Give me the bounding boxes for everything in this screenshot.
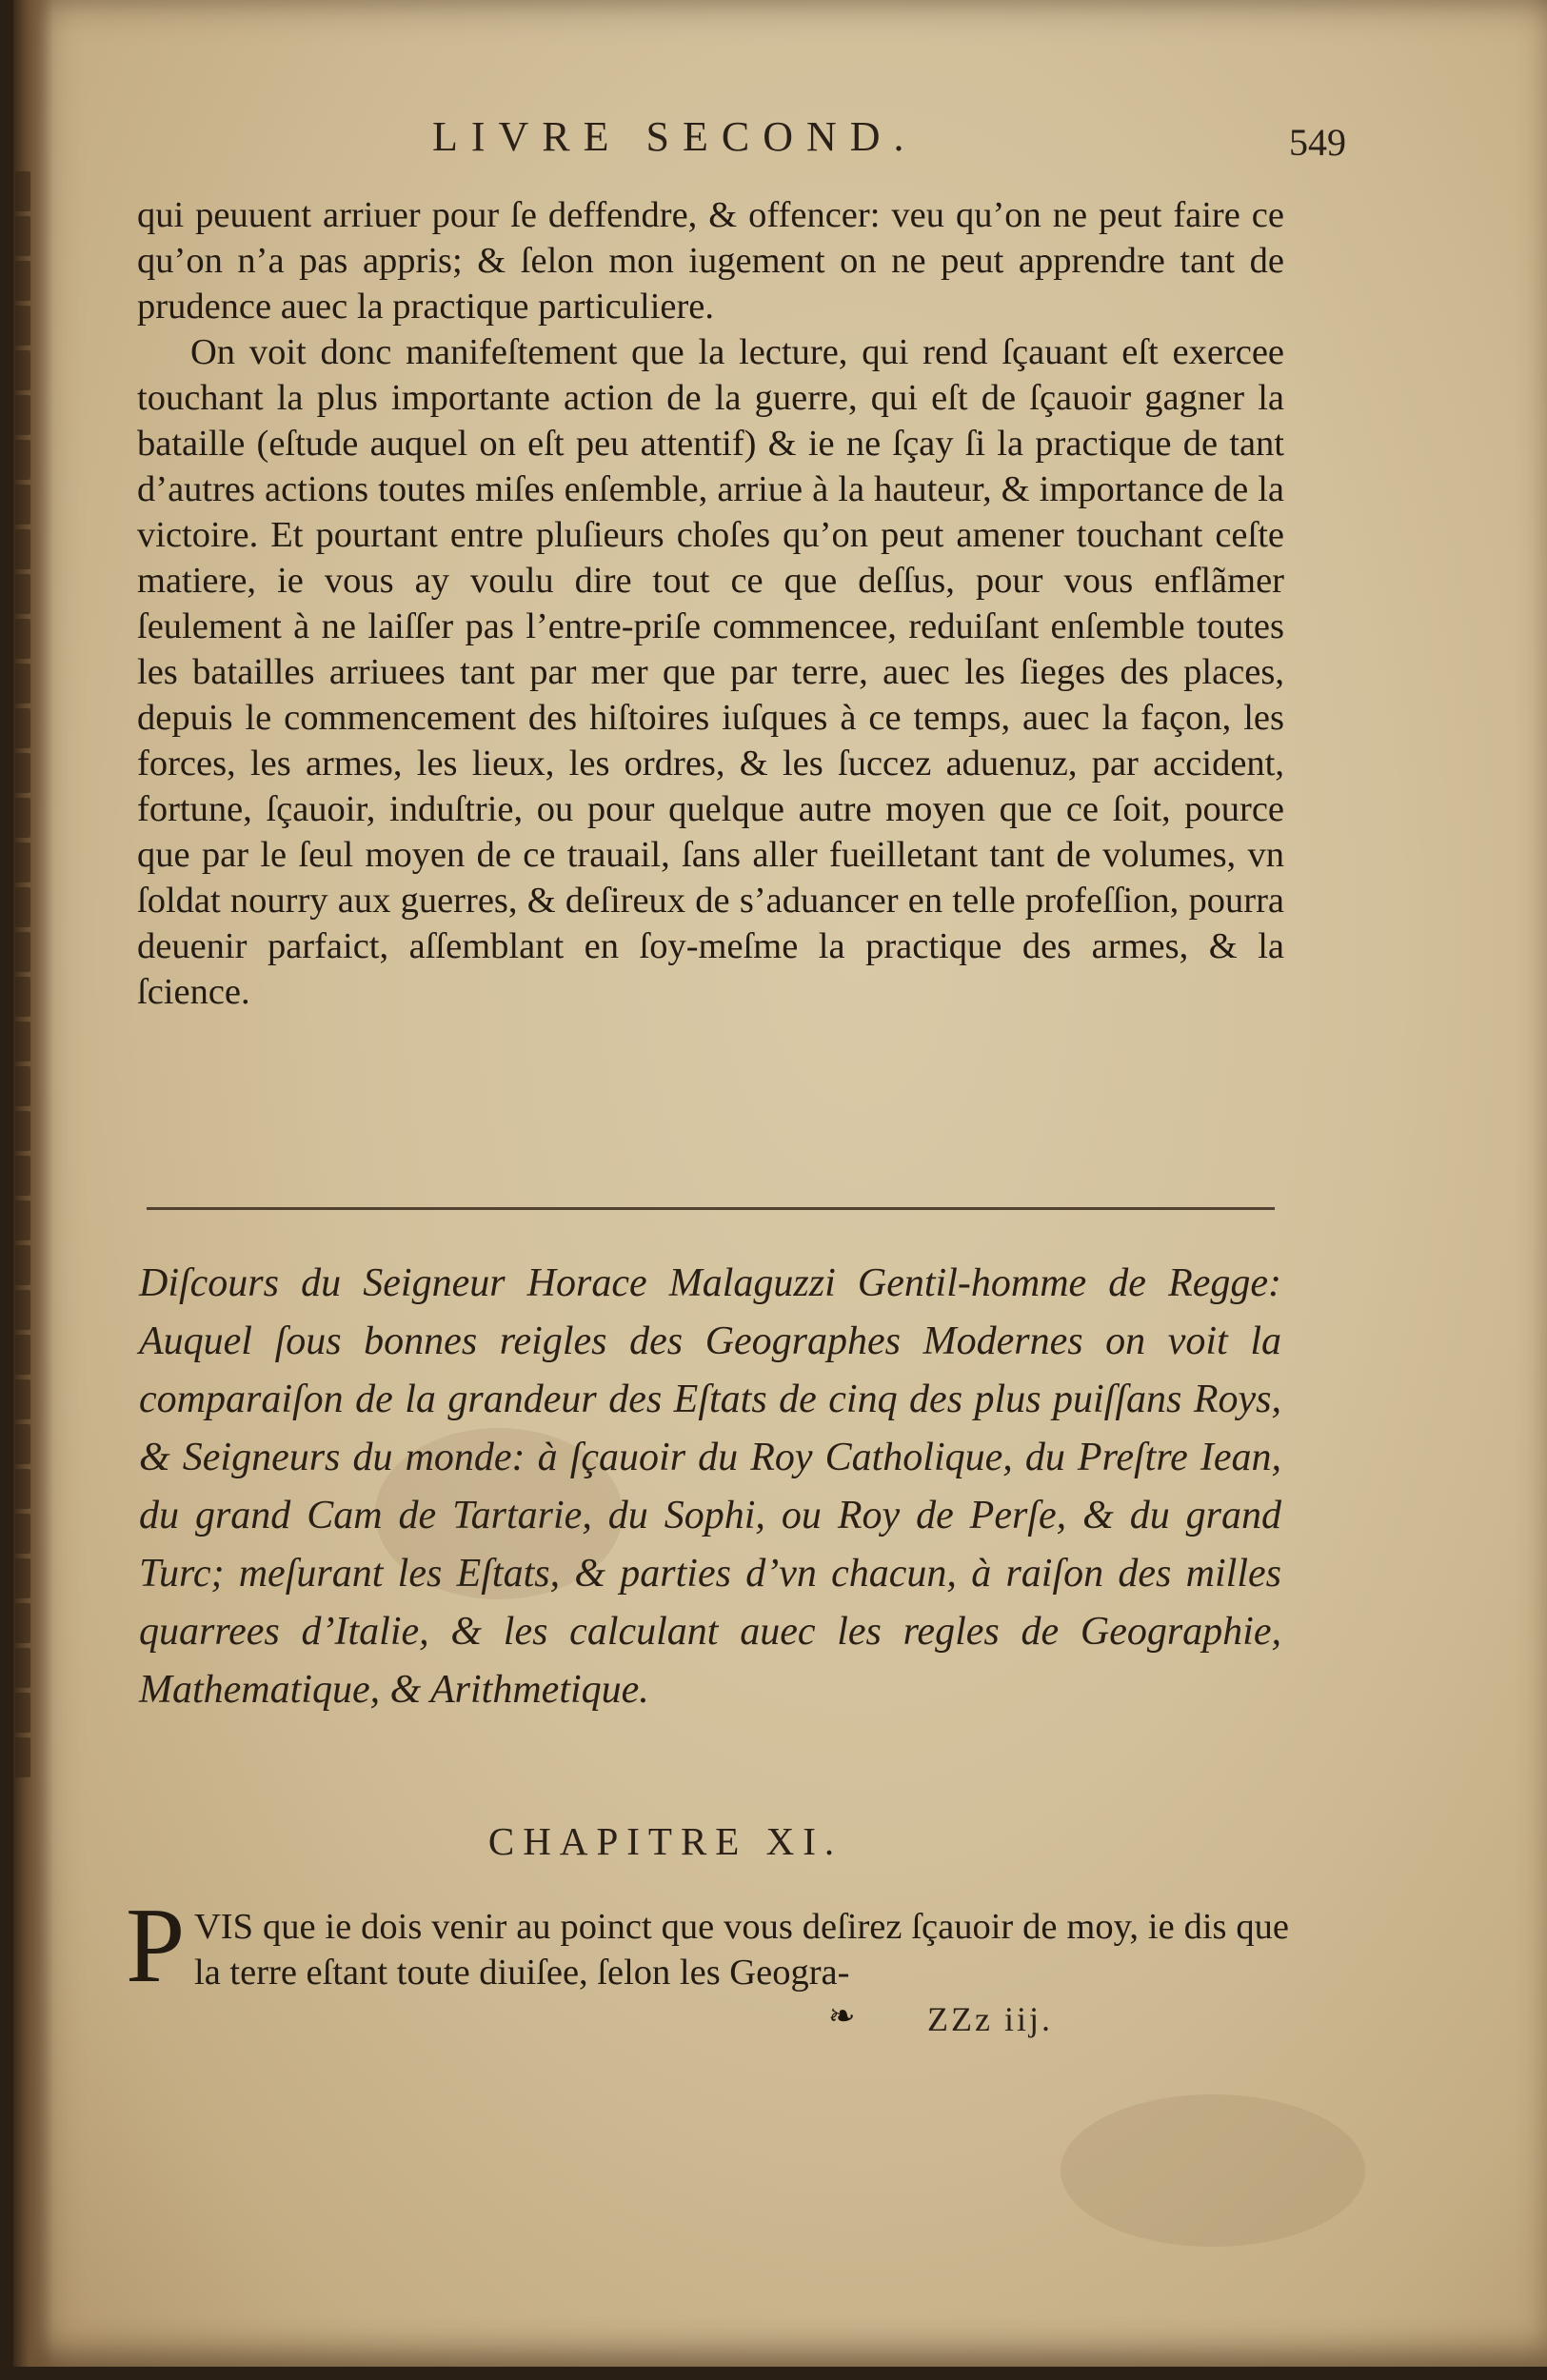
paragraph: qui peuuent arriuer pour ſe deffendre, & offencer: veu qu’on ne peut faire ce qu’on n’a pas appris; & ſelon mon iugement on ne peut apprendre tant de prudence auec la practique particuliere.	[137, 195, 1284, 327]
fleuron-icon: ❧	[828, 1997, 856, 2035]
chapter-opening-text: VIS que ie dois venir au poinct que vous deſirez ſçauoir de moy, ie dis que la terre eſtant toute diuiſee, ſelon les Geogra-	[194, 1907, 1289, 1993]
chapter-heading: CHAPITRE XI.	[487, 1819, 843, 1863]
book-page	[13, 0, 1547, 2367]
signature-mark: ZZz iij.	[927, 2000, 1053, 2038]
paper-stain	[1061, 2094, 1365, 2247]
running-head: LIVRE SECOND.	[432, 113, 918, 160]
discours-summary: Diſcours du Seigneur Horace Malaguzzi Gentil-homme de Regge: Auquel ſous bonnes reigles des Geographes Modernes on voit la comparaiſon de la grandeur des Eſtats de cinq des plus puiſſans Roys, & Seigneurs du monde: à ſçauoir du Roy Catholique, du Preſtre Iean, du grand Cam de Tartarie, du Sophi, ou Roy de Perſe, & du grand Turc; meſurant les Eſtats, & parties d’vn chacun, à raiſon des milles quarrees d’Italie, & les calculant auec les regles de Geographie, Mathematique, & Arithmetique.	[139, 1261, 1281, 1712]
paragraph: On voit donc manifeſtement que la lecture, qui rend ſçauant eſt exercee touchant la plus importante action de la guerre, qui eſt de ſçauoir gagner la bataille (eſtude auquel on eſt peu attentif) & ie ne ſçay ſi la practique de tant d’autres actions toutes miſes enſemble, arriue à la hauteur, & importance de la victoire. Et pourtant entre pluſieurs choſes qu’on peut amener touchant ceſte matiere, ie vous ay voulu dire tout ce que deſſus, pour vous enflãmer ſeulement à ne laiſſer pas l’entre-priſe commencee, reduiſant enſemble toutes les batailles arriuees tant par mer que par terre, auec les ſieges des places, depuis le commencement des hiſtoires iuſques à ce temps, auec la façon, les forces, les armes, les lieux, les ordres, & les ſuccez aduenuz, par accident, fortune, ſçauoir, induſtrie, ou pour quelque autre moyen que ce ſoit, pource que par le ſeul moyen de ce trauail, ſans aller fueilletant tant de volumes, vn ſoldat nourry aux guerres, & deſireux de s’aduancer en telle profeſſion, pourra deuenir parfaict, aſſemblant en ſoy-meſme la practique des armes, & la ſcience.	[137, 332, 1284, 1012]
section-divider	[147, 1207, 1275, 1210]
page-header	[432, 112, 1346, 179]
drop-cap: P	[126, 1887, 186, 2005]
page-number: 549	[1289, 121, 1346, 164]
main-text	[137, 192, 1284, 1015]
facing-page-bleed	[15, 171, 36, 1837]
